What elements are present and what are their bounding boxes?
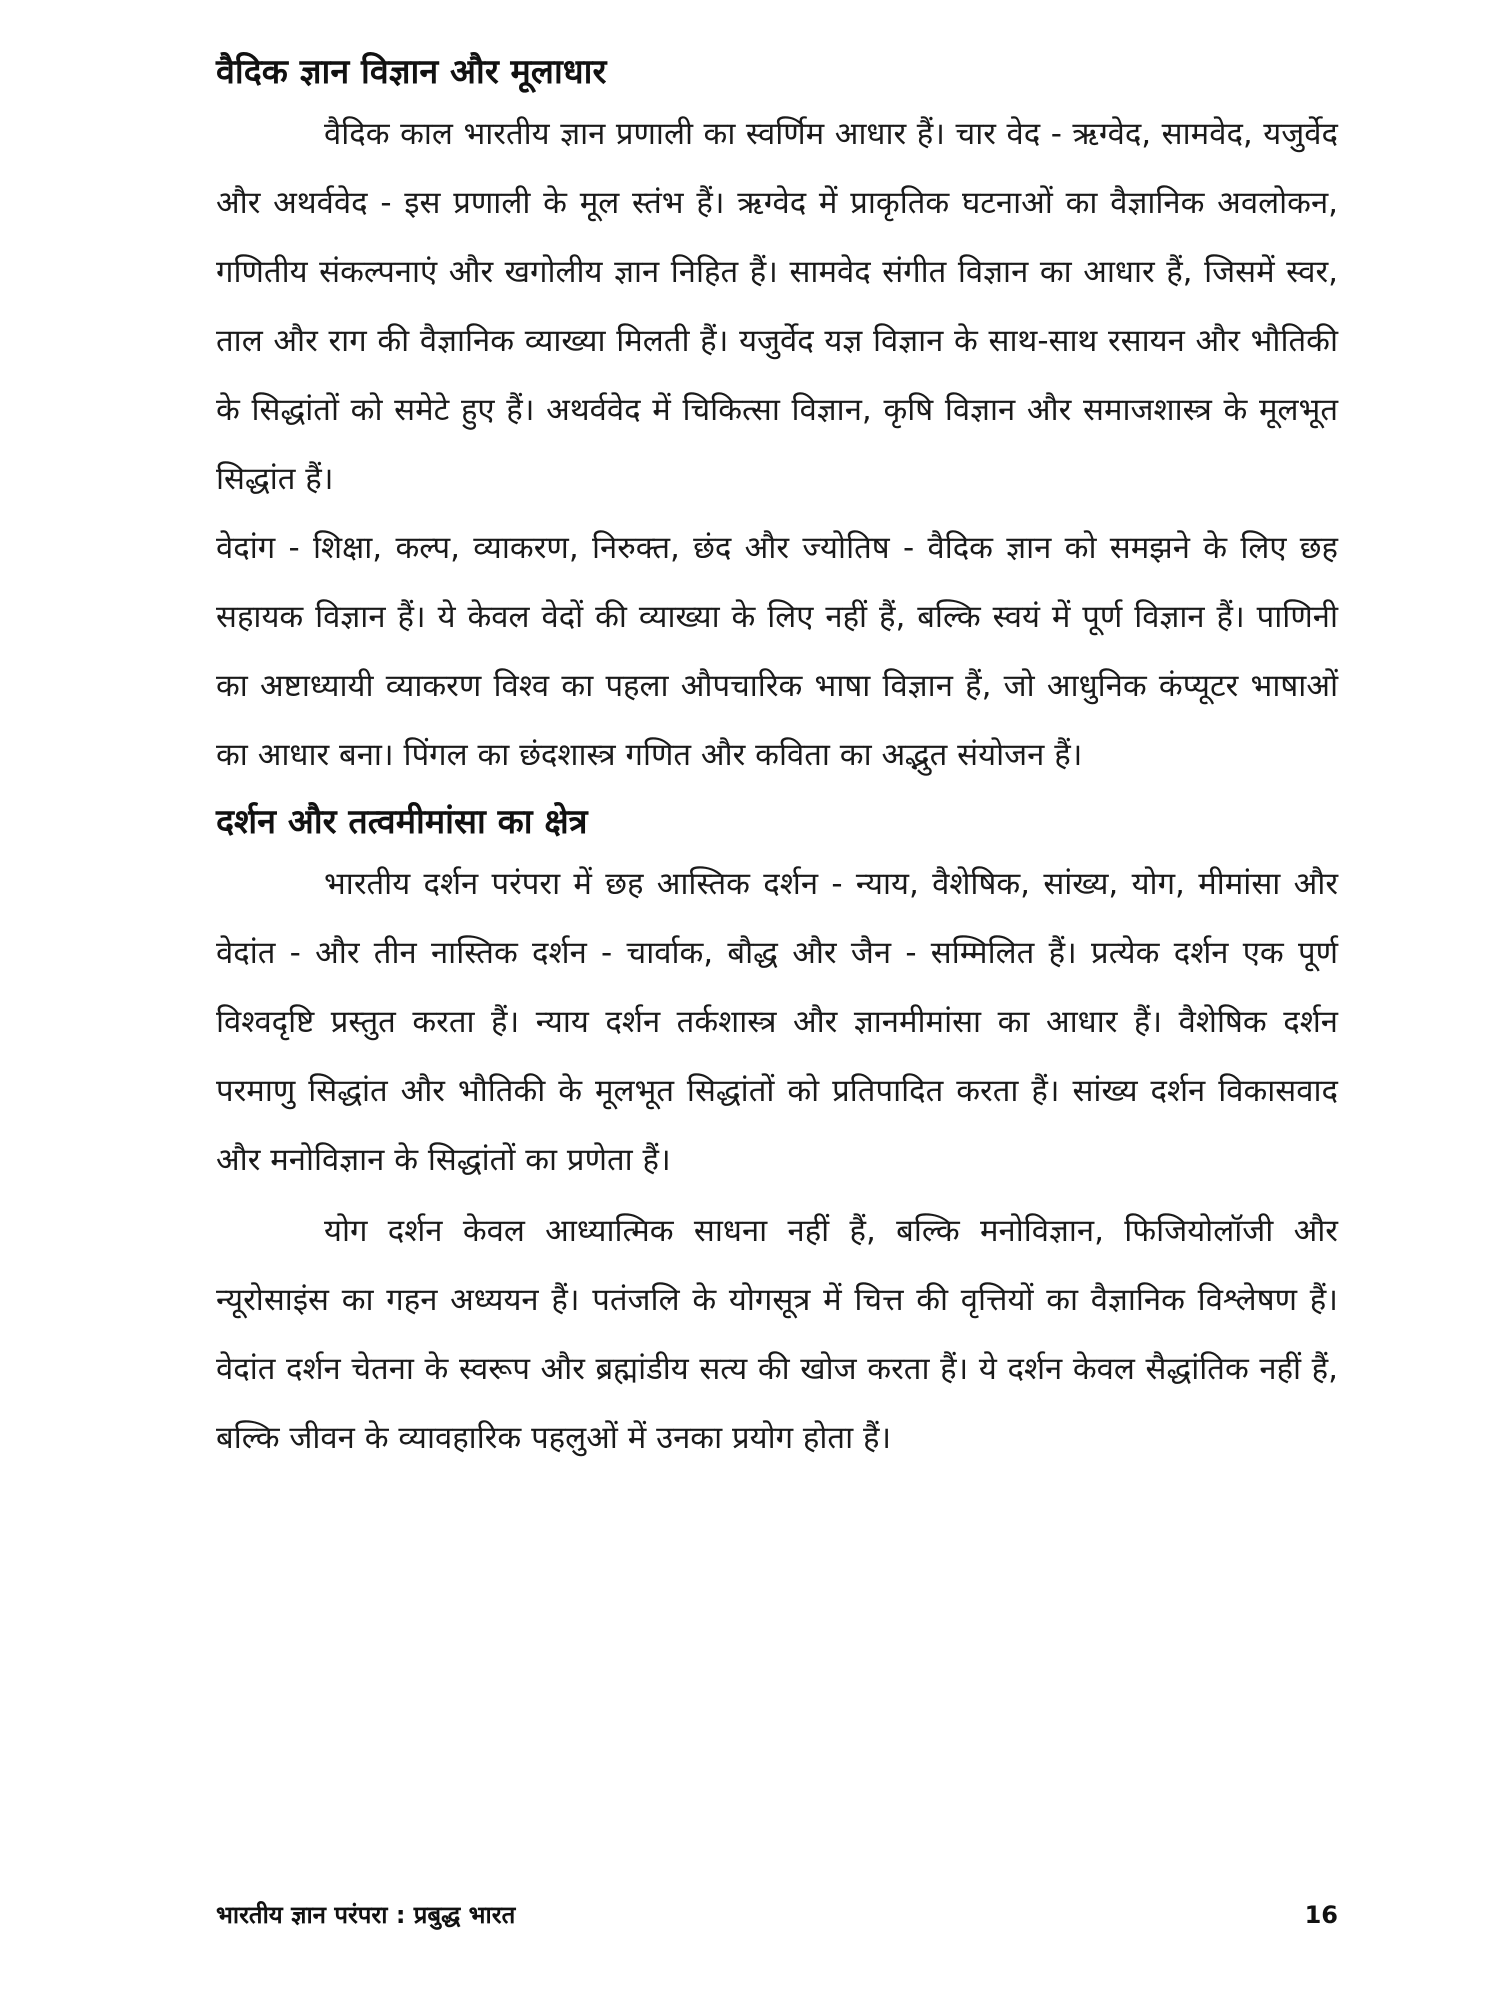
paragraph-darshan: भारतीय दर्शन परंपरा में छह आस्तिक दर्शन - न्याय, वैशेषिक, सांख्य, योग, मीमांसा और वेदांत - और तीन नास्तिक दर्शन - चार्वाक, बौद्ध और जैन - सम्मिलित हैं। प्रत्येक दर्शन एक पूर्ण विश्वदृष्टि प्रस्तुत करता हैं। न्याय दर्शन तर्कशास्त्र और ज्ञानमीमांसा का आधार हैं। वैशेषिक दर्शन परमाणु सिद्धांत और भौतिकी के मूलभूत सिद्धांतों को प्रतिपादित करता हैं। सांख्य दर्शन विकासवाद और मनोविज्ञान के सिद्धांतों का प्रणेता हैं।: [216, 866, 1338, 1178]
section-heading-vedic-knowledge: वैदिक ज्ञान विज्ञान और मूलाधार: [216, 52, 607, 92]
section-heading-philosophy: दर्शन और तत्वमीमांसा का क्षेत्र: [216, 802, 588, 842]
paragraph-vedanga: वेदांग - शिक्षा, कल्प, व्याकरण, निरुक्त, छंद और ज्योतिष - वैदिक ज्ञान को समझने के लिए छह सहायक विज्ञान हैं। ये केवल वेदों की व्याख्या के लिए नहीं हैं, बल्कि स्वयं में पूर्ण विज्ञान हैं। पाणिनी का अष्टाध्यायी व्याकरण विश्व का पहला औपचारिक भाषा विज्ञान हैं, जो आधुनिक कंप्यूटर भाषाओं का आधार बना। पिंगल का छंदशास्त्र गणित और कविता का अद्भुत संयोजन हैं।: [216, 530, 1338, 773]
page-number: 16: [1304, 1901, 1338, 1929]
paragraph-yoga-vedanta: योग दर्शन केवल आध्यात्मिक साधना नहीं हैं, बल्कि मनोविज्ञान, फिजियोलॉजी और न्यूरोसाइंस का गहन अध्ययन हैं। पतंजलि के योगसूत्र में चित्त की वृत्तियों का वैज्ञानिक विश्लेषण हैं। वेदांत दर्शन चेतना के स्वरूप और ब्रह्मांडीय सत्य की खोज करता हैं। ये दर्शन केवल सैद्धांतिक नहीं हैं, बल्कि जीवन के व्यावहारिक पहलुओं में उनका प्रयोग होता हैं।: [216, 1213, 1338, 1456]
paragraph-vedas: वैदिक काल भारतीय ज्ञान प्रणाली का स्वर्णिम आधार हैं। चार वेद - ऋग्वेद, सामवेद, यजुर्वेद और अथर्ववेद - इस प्रणाली के मूल स्तंभ हैं। ऋग्वेद में प्राकृतिक घटनाओं का वैज्ञानिक अवलोकन, गणितीय संकल्पनाएं और खगोलीय ज्ञान निहित हैं। सामवेद संगीत विज्ञान का आधार हैं, जिसमें स्वर, ताल और राग की वैज्ञानिक व्याख्या मिलती हैं। यजुर्वेद यज्ञ विज्ञान के साथ-साथ रसायन और भौतिकी के सिद्धांतों को समेटे हुए हैं। अथर्ववेद में चिकित्सा विज्ञान, कृषि विज्ञान और समाजशास्त्र के मूलभूत सिद्धांत हैं।: [216, 116, 1338, 497]
footer-book-title: भारतीय ज्ञान परंपरा : प्रबुद्ध भारत: [216, 1901, 516, 1929]
page-content: [216, 44, 1338, 1473]
page-footer: [216, 1895, 1338, 1935]
